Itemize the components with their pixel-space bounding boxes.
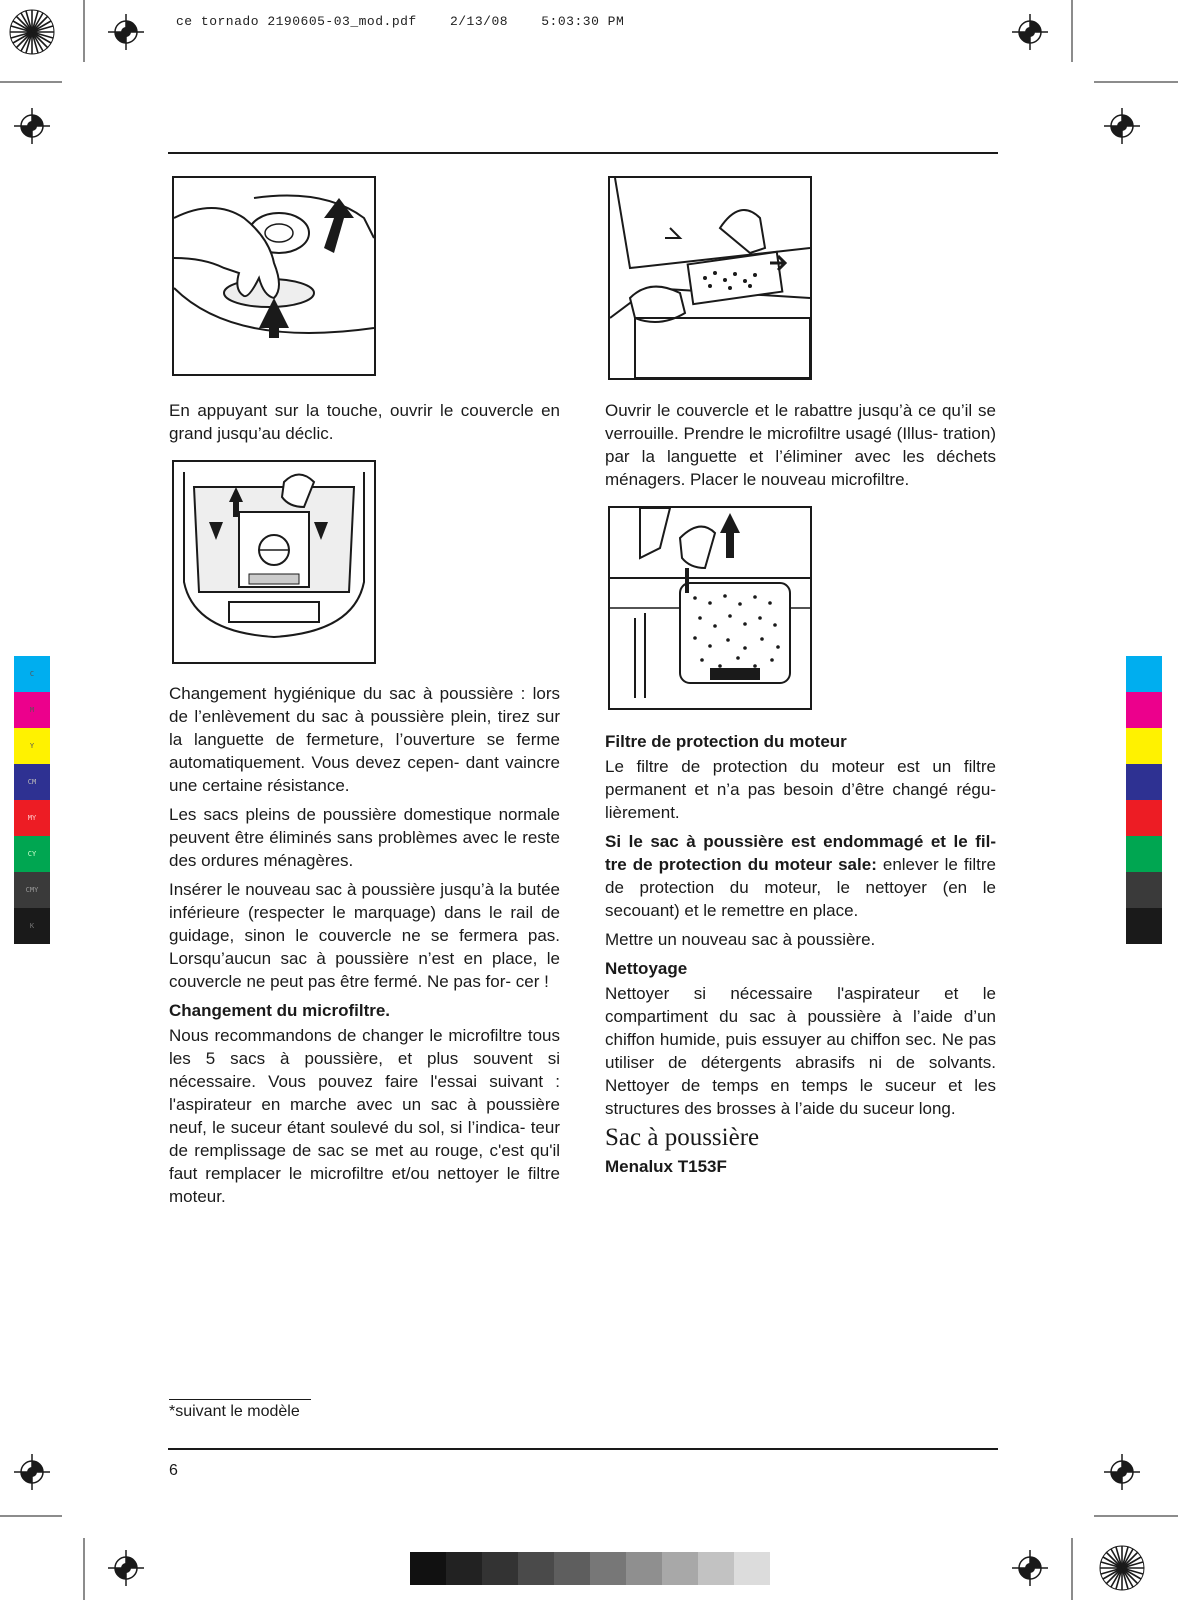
paragraph-hygienic-change: Changement hygiénique du sac à poussière : lors de l’enlèvement du sac à poussière plein, tirez sur la languette de fermeture, l’ouverture se ferme automatiquement. Vous devez cepen- dant vaincre une certaine résistance. bbox=[169, 684, 560, 795]
swatch-cy-right bbox=[1126, 836, 1162, 872]
bottom-rule bbox=[168, 1448, 998, 1450]
swatch-k: K bbox=[14, 908, 50, 944]
caption-microfilter: Ouvrir le couvercle et le rabattre jusqu’à ce qu’il se verrouille. Prendre le microfiltre usagé (Illus- tration) par la languette et l’éliminer avec les déchets ménagers. Placer le nouveau microfiltre. bbox=[605, 401, 996, 489]
swatch-c: C bbox=[14, 656, 50, 692]
swatch-y: Y bbox=[14, 728, 50, 764]
heading-dust-bag: Sac à poussière bbox=[605, 1124, 760, 1151]
dust-bag-model: Menalux T153F bbox=[605, 1157, 727, 1176]
page-number: 6 bbox=[169, 1462, 178, 1479]
right-column-body bbox=[605, 726, 996, 1180]
print-slug: ce tornado 2190605-03_mod.pdf 2/13/08 5:03:30 PM bbox=[176, 14, 625, 29]
swatch-cy: CY bbox=[14, 836, 50, 872]
swatch-y-right bbox=[1126, 728, 1162, 764]
illustration-open-lid bbox=[172, 176, 376, 376]
swatch-cmy-right bbox=[1126, 872, 1162, 908]
illustration-dust-bag bbox=[172, 460, 376, 664]
color-bar-right bbox=[1126, 656, 1162, 944]
footnote: *suivant le modèle bbox=[169, 1403, 300, 1420]
swatch-cmy: CMY bbox=[14, 872, 50, 908]
swatch-my: MY bbox=[14, 800, 50, 836]
color-bar-left bbox=[14, 656, 50, 944]
swatch-k-right bbox=[1126, 908, 1162, 944]
heading-microfilter-change: Changement du microfiltre. bbox=[169, 1001, 391, 1020]
illustration-microfilter bbox=[608, 176, 812, 380]
paragraph-motor-filter: Le filtre de protection du moteur est un filtre permanent et n’a pas besoin d’être changé régu- lièrement. bbox=[605, 757, 996, 822]
footnote-rule bbox=[169, 1399, 311, 1400]
heading-cleaning: Nettoyage bbox=[605, 959, 688, 978]
paragraph-disposal: Les sacs pleins de poussière domestique normale peuvent être éliminés sans problèmes avec le reste des ordures ménagères. bbox=[169, 805, 560, 870]
paragraph-microfilter-advice: Nous recommandons de changer le microfiltre tous les 5 sacs à poussière, et plus souvent si nécessaire. Vous pouvez faire l'essai suivant : l'aspirateur en marche avec un sac à poussière neuf, le suceur étant soulevé du sol, si l’indica- teur de remplissage de sac se met au rouge, c'est qu'il faut remplacer le microfiltre et/ou nettoyer le filtre moteur. bbox=[169, 1026, 560, 1206]
paragraph-damaged-bag bbox=[605, 830, 996, 922]
heading-motor-filter: Filtre de protection du moteur bbox=[605, 732, 847, 751]
damaged-bag-rest: enlever le filtre de protection du moteur, le nettoyer (en le secouant) et le remettre en place. bbox=[605, 855, 996, 920]
swatch-cm-right bbox=[1126, 764, 1162, 800]
swatch-cm: CM bbox=[14, 764, 50, 800]
illustration-motor-filter bbox=[608, 506, 812, 710]
swatch-m-right bbox=[1126, 692, 1162, 728]
damaged-bag-lead: Si le sac à poussière est endommagé et le fil- tre de protection du moteur sale: bbox=[605, 832, 996, 874]
caption-open-lid: En appuyant sur la touche, ouvrir le couvercle en grand jusqu’au déclic. bbox=[169, 401, 560, 443]
swatch-c-right bbox=[1126, 656, 1162, 692]
left-column-body bbox=[169, 682, 560, 1214]
paragraph-cleaning: Nettoyer si nécessaire l'aspirateur et le compartiment du sac à poussière à l’aide d’un chiffon humide, puis essuyer au chiffon sec. Ne pas utiliser de détergents abrasifs ni de solvants. Nettoyer de temps en temps le suceur et les structures des brosses à l’aide du suceur long. bbox=[605, 984, 996, 1118]
swatch-m: M bbox=[14, 692, 50, 728]
paragraph-new-bag: Mettre un nouveau sac à poussière. bbox=[605, 930, 876, 949]
grayscale-strip bbox=[410, 1552, 770, 1585]
top-rule bbox=[168, 152, 998, 154]
paragraph-insert-bag: Insérer le nouveau sac à poussière jusqu’à la butée inférieure (respecter le marquage) dans le rail de guidage, sinon le couvercle ne se fermera pas. Lorsqu’aucun sac à poussière n’est en place, le couvercle ne peut pas être fermé. Ne pas for- cer ! bbox=[169, 880, 560, 991]
swatch-my-right bbox=[1126, 800, 1162, 836]
